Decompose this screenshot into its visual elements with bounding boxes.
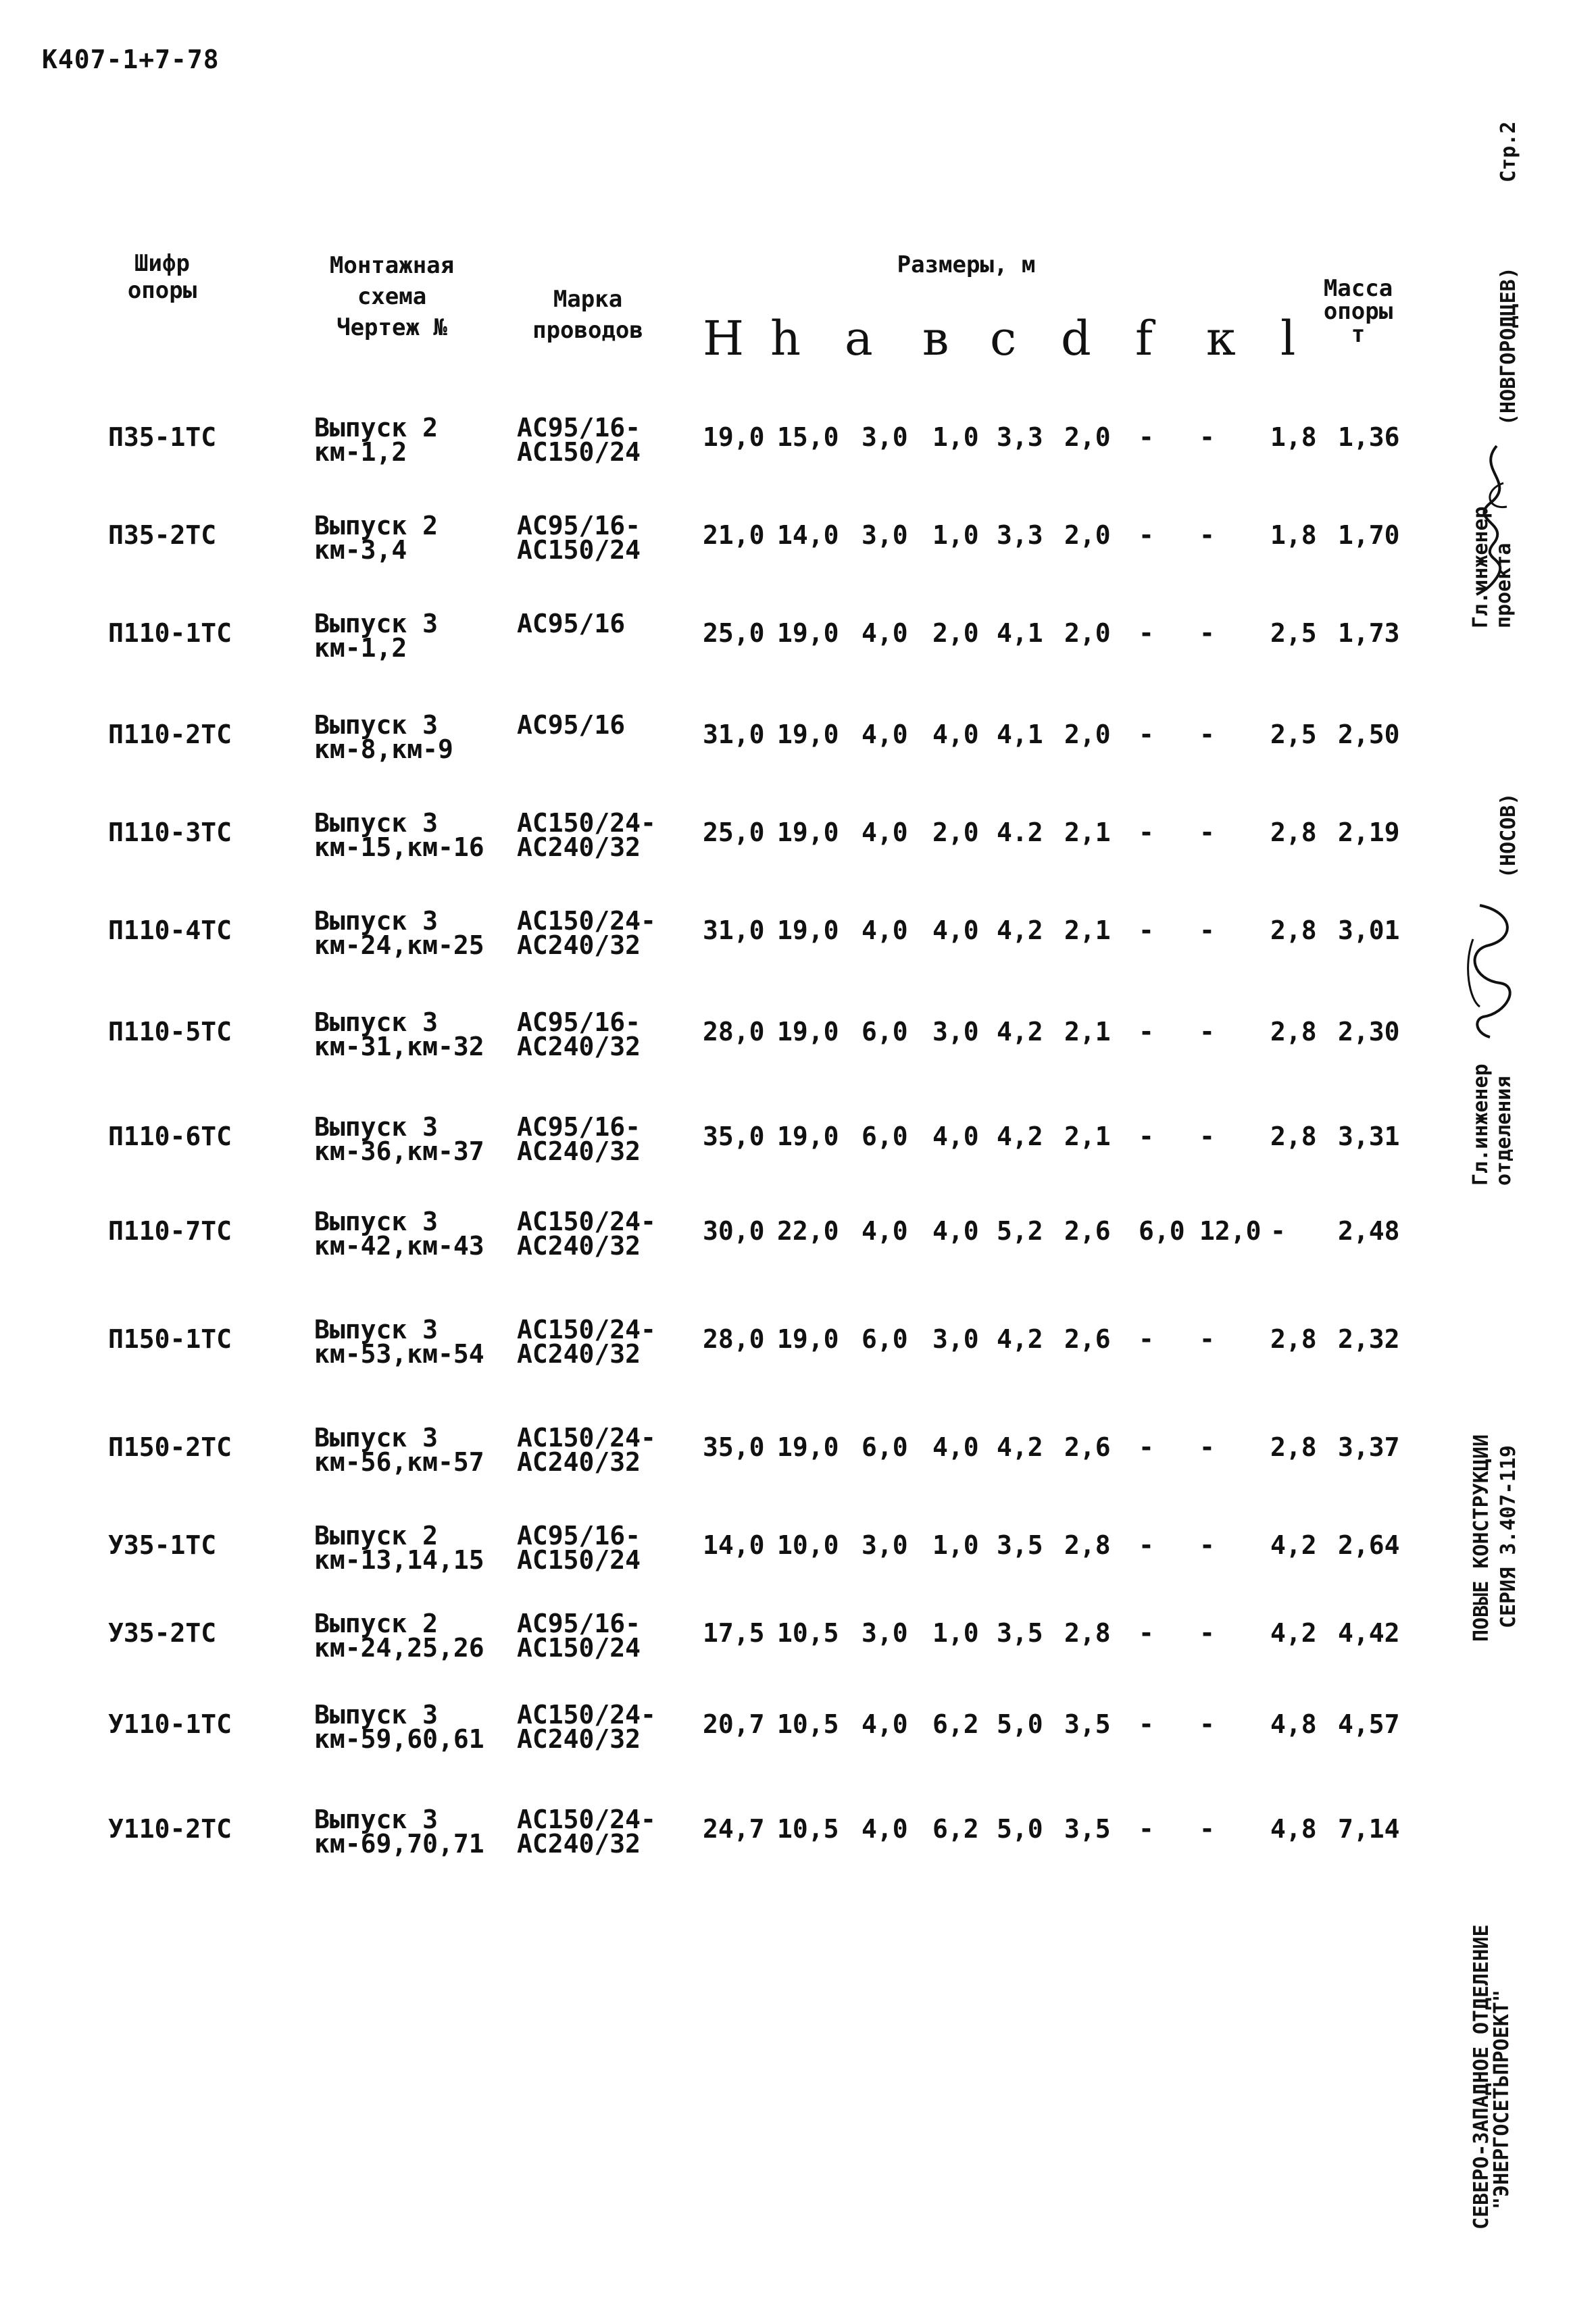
- support-mass: 3,01: [1338, 915, 1400, 945]
- dimension-value: 2,8: [1270, 915, 1317, 945]
- dimension-value: 5,2: [997, 1216, 1043, 1246]
- dimension-value: 2,8: [1064, 1530, 1111, 1560]
- assembly-scheme: Выпуск 2 км-3,4: [314, 511, 439, 565]
- dimension-value: 4,0: [862, 818, 908, 847]
- dimension-value: -: [1139, 1618, 1154, 1648]
- dimension-value: 2,0: [1064, 422, 1111, 452]
- dimension-value: 24,7: [703, 1814, 765, 1844]
- dimension-value: 2,5: [1270, 720, 1317, 749]
- support-code: П150-2ТС: [108, 1432, 232, 1462]
- dimension-value: 5,0: [997, 1814, 1043, 1844]
- dimension-value: 4,2: [997, 915, 1043, 945]
- dimension-value: 2,0: [1064, 520, 1111, 550]
- dimension-value: -: [1199, 720, 1215, 749]
- dimension-value: 25,0: [703, 618, 765, 648]
- dimension-value: 4,1: [997, 720, 1043, 749]
- organization-line1: СЕВЕРО-ЗАПАДНОЕ ОТДЕЛЕНИЕ: [1470, 1924, 1493, 2230]
- header-montazh: Монтажная схема Чертеж №: [329, 252, 455, 341]
- dimension-value: 4,0: [932, 1432, 979, 1462]
- dimension-value: 35,0: [703, 1432, 765, 1462]
- dimension-value: 1,0: [932, 422, 979, 452]
- wire-grade: АС150/24- АС240/32: [517, 1315, 656, 1369]
- dimension-value: 4,0: [862, 618, 908, 648]
- dimension-value: 2,8: [1270, 1432, 1317, 1462]
- dimension-value: 2,0: [1064, 618, 1111, 648]
- dimension-letter: a: [845, 311, 873, 366]
- dimension-value: 1,8: [1270, 422, 1317, 452]
- dimension-value: -: [1139, 422, 1154, 452]
- dimension-value: 3,0: [932, 1324, 979, 1354]
- dimension-value: 19,0: [703, 422, 765, 452]
- dimension-value: 2,6: [1064, 1432, 1111, 1462]
- wire-grade: АС150/24- АС240/32: [517, 1805, 656, 1859]
- dimension-value: 4,0: [932, 720, 979, 749]
- dimension-value: 2,8: [1270, 1122, 1317, 1151]
- dimension-value: 4,0: [862, 720, 908, 749]
- chief-engineer-project-role: Гл.инженер проекта: [1469, 506, 1516, 628]
- header-massa: Масса опоры т: [1323, 275, 1393, 348]
- dimension-value: 2,8: [1270, 1017, 1317, 1047]
- assembly-scheme: Выпуск 3 км-15,км-16: [314, 808, 484, 862]
- dimension-value: 10,5: [777, 1709, 839, 1739]
- page-label: Стр.2: [1497, 121, 1520, 182]
- wire-grade: АС95/16- АС240/32: [517, 1007, 641, 1061]
- dimension-value: 3,5: [1064, 1709, 1111, 1739]
- dimension-value: -: [1199, 1432, 1215, 1462]
- dimension-value: 28,0: [703, 1017, 765, 1047]
- dimension-value: 1,8: [1270, 520, 1317, 550]
- dimension-value: -: [1139, 1530, 1154, 1560]
- assembly-scheme: Выпуск 3 км-53,км-54: [314, 1315, 484, 1369]
- dimension-letters: [703, 311, 1318, 372]
- dimension-value: 4,0: [862, 1216, 908, 1246]
- dimension-value: 3,3: [997, 520, 1043, 550]
- dimension-value: 6,0: [862, 1122, 908, 1151]
- dimension-value: -: [1199, 1618, 1215, 1648]
- dimension-value: -: [1199, 1530, 1215, 1560]
- dimension-value: 3,5: [997, 1530, 1043, 1560]
- dimension-value: -: [1139, 1324, 1154, 1354]
- chief-engineer-project-name: (НОВГОРОДЦЕВ): [1497, 267, 1520, 426]
- dimension-value: 19,0: [777, 1122, 839, 1151]
- support-mass: 1,73: [1338, 618, 1400, 648]
- header-shifr: Шифр опоры: [127, 250, 197, 304]
- support-code: П35-2ТС: [108, 520, 217, 550]
- wire-grade: АС150/24- АС240/32: [517, 808, 656, 862]
- support-code: П35-1ТС: [108, 422, 217, 452]
- dimension-value: 4,2: [1270, 1618, 1317, 1648]
- wire-grade: АС150/24- АС240/32: [517, 1700, 656, 1754]
- series-number: СЕРИЯ 3.407-119: [1497, 1445, 1520, 1628]
- dimension-value: -: [1139, 618, 1154, 648]
- dimension-letter: к: [1206, 311, 1236, 366]
- dimension-value: 19,0: [777, 720, 839, 749]
- support-mass: 3,31: [1338, 1122, 1400, 1151]
- dimension-value: 4,8: [1270, 1709, 1317, 1739]
- dimension-value: 4,0: [862, 1709, 908, 1739]
- dimension-value: 31,0: [703, 720, 765, 749]
- dimension-value: 3,0: [862, 1530, 908, 1560]
- dimension-value: -: [1199, 422, 1215, 452]
- support-mass: 2,64: [1338, 1530, 1400, 1560]
- dimension-value: 19,0: [777, 1324, 839, 1354]
- chief-engineer-dept-name: (НОСОВ): [1497, 793, 1520, 878]
- dimension-value: 10,5: [777, 1814, 839, 1844]
- support-mass: 2,48: [1338, 1216, 1400, 1246]
- header-marka: Марка проводов: [532, 286, 643, 344]
- support-mass: 1,70: [1338, 520, 1400, 550]
- dimension-letter: l: [1280, 311, 1296, 366]
- support-code: П110-4ТС: [108, 915, 232, 945]
- dimension-letter: f: [1135, 311, 1153, 366]
- wire-grade: АС150/24- АС240/32: [517, 1423, 656, 1477]
- wire-grade: АС95/16- АС150/24: [517, 1521, 641, 1575]
- wire-grade: АС95/16: [517, 609, 626, 638]
- support-mass: 2,30: [1338, 1017, 1400, 1047]
- dimension-value: 14,0: [777, 520, 839, 550]
- header-razmery: Размеры, м: [897, 251, 1036, 278]
- dimension-value: -: [1199, 1122, 1215, 1151]
- dimension-value: 3,0: [862, 422, 908, 452]
- wire-grade: АС95/16- АС150/24: [517, 1609, 641, 1663]
- assembly-scheme: Выпуск 2 км-13,14,15: [314, 1521, 484, 1575]
- dimension-value: 15,0: [777, 422, 839, 452]
- dimension-value: 4,2: [997, 1122, 1043, 1151]
- dimension-value: -: [1199, 1814, 1215, 1844]
- support-code: П110-7ТС: [108, 1216, 232, 1246]
- support-code: П110-6ТС: [108, 1122, 232, 1151]
- dimension-value: -: [1139, 1814, 1154, 1844]
- dimension-value: 2,8: [1064, 1618, 1111, 1648]
- support-mass: 3,37: [1338, 1432, 1400, 1462]
- dimension-value: 30,0: [703, 1216, 765, 1246]
- support-code: У110-1ТС: [108, 1709, 232, 1739]
- dimension-value: 3,0: [932, 1017, 979, 1047]
- dimension-value: 4,8: [1270, 1814, 1317, 1844]
- dimension-value: 10,5: [777, 1618, 839, 1648]
- support-mass: 2,32: [1338, 1324, 1400, 1354]
- dimension-value: 4,0: [932, 915, 979, 945]
- dimension-letter: c: [990, 311, 1017, 366]
- dimension-value: 1,0: [932, 520, 979, 550]
- dimension-value: -: [1199, 618, 1215, 648]
- support-mass: 4,57: [1338, 1709, 1400, 1739]
- dimension-value: 2,1: [1064, 1017, 1111, 1047]
- dimension-value: 4.2: [997, 818, 1043, 847]
- support-mass: 7,14: [1338, 1814, 1400, 1844]
- dimension-value: 6,2: [932, 1709, 979, 1739]
- support-code: У35-1ТС: [108, 1530, 217, 1560]
- dimension-value: 12,0: [1199, 1216, 1262, 1246]
- dimension-value: -: [1139, 1709, 1154, 1739]
- dimension-value: 2,0: [932, 618, 979, 648]
- dimension-value: 3,5: [1064, 1814, 1111, 1844]
- support-code: П110-3ТС: [108, 818, 232, 847]
- dimension-value: 1,0: [932, 1530, 979, 1560]
- dimension-value: 4,0: [932, 1122, 979, 1151]
- dimension-value: 19,0: [777, 1432, 839, 1462]
- wire-grade: АС95/16- АС240/32: [517, 1112, 641, 1166]
- dimension-value: -: [1199, 1324, 1215, 1354]
- dimension-value: 19,0: [777, 915, 839, 945]
- dimension-value: 2,0: [1064, 720, 1111, 749]
- dimension-value: 14,0: [703, 1530, 765, 1560]
- dimension-value: -: [1139, 818, 1154, 847]
- document-code: К407-1+7-78: [42, 45, 220, 74]
- dimension-value: -: [1199, 915, 1215, 945]
- wire-grade: АС95/16- АС150/24: [517, 511, 641, 565]
- dimension-value: 2,1: [1064, 818, 1111, 847]
- dimension-value: 4,1: [997, 618, 1043, 648]
- support-code: П150-1ТС: [108, 1324, 232, 1354]
- dimension-value: 5,0: [997, 1709, 1043, 1739]
- dimension-value: -: [1139, 1017, 1154, 1047]
- dimension-value: 3,0: [862, 520, 908, 550]
- dimension-value: 6,2: [932, 1814, 979, 1844]
- dimension-letter: в: [922, 311, 949, 366]
- assembly-scheme: Выпуск 3 км-59,60,61: [314, 1700, 484, 1754]
- dimension-letter: H: [703, 311, 745, 366]
- assembly-scheme: Выпуск 3 км-42,км-43: [314, 1207, 484, 1261]
- wire-grade: АС150/24- АС240/32: [517, 906, 656, 960]
- dimension-letter: d: [1061, 311, 1091, 366]
- wire-grade: АС150/24- АС240/32: [517, 1207, 656, 1261]
- dimension-value: 1,0: [932, 1618, 979, 1648]
- dimension-value: 20,7: [703, 1709, 765, 1739]
- chief-engineer-dept-role: Гл.инженер отделения: [1469, 1063, 1516, 1186]
- dimension-value: -: [1270, 1216, 1286, 1246]
- dimension-value: 22,0: [777, 1216, 839, 1246]
- dimension-value: -: [1139, 1122, 1154, 1151]
- series-title: ПОВЫЕ КОНСТРУКЦИИ: [1470, 1434, 1493, 1642]
- assembly-scheme: Выпуск 2 км-24,25,26: [314, 1609, 484, 1663]
- dimension-value: -: [1199, 1709, 1215, 1739]
- dimension-value: 17,5: [703, 1618, 765, 1648]
- assembly-scheme: Выпуск 3 км-8,км-9: [314, 710, 453, 764]
- dimension-value: 10,0: [777, 1530, 839, 1560]
- dimension-value: 19,0: [777, 618, 839, 648]
- assembly-scheme: Выпуск 3 км-36,км-37: [314, 1112, 484, 1166]
- dimension-value: 4,0: [862, 1814, 908, 1844]
- dimension-value: 3,0: [862, 1618, 908, 1648]
- assembly-scheme: Выпуск 2 км-1,2: [314, 413, 439, 467]
- support-code: У110-2ТС: [108, 1814, 232, 1844]
- dimension-value: 2,0: [932, 818, 979, 847]
- support-code: П110-5ТС: [108, 1017, 232, 1047]
- dimension-value: 4,2: [1270, 1530, 1317, 1560]
- dimension-value: -: [1139, 520, 1154, 550]
- dimension-value: 6,0: [862, 1432, 908, 1462]
- support-mass: 2,19: [1338, 818, 1400, 847]
- dimension-value: 2,1: [1064, 915, 1111, 945]
- support-code: П110-2ТС: [108, 720, 232, 749]
- dimension-value: 2,8: [1270, 818, 1317, 847]
- dimension-value: -: [1139, 915, 1154, 945]
- dimension-value: 6,0: [862, 1017, 908, 1047]
- dimension-value: 31,0: [703, 915, 765, 945]
- dimension-value: 4,0: [862, 915, 908, 945]
- dimension-value: -: [1199, 1017, 1215, 1047]
- dimension-value: 6,0: [862, 1324, 908, 1354]
- dimension-value: 4,0: [932, 1216, 979, 1246]
- dimension-value: 28,0: [703, 1324, 765, 1354]
- dimension-value: 2,5: [1270, 618, 1317, 648]
- support-code: У35-2ТС: [108, 1618, 217, 1648]
- dimension-value: 4,2: [997, 1432, 1043, 1462]
- assembly-scheme: Выпуск 3 км-69,70,71: [314, 1805, 484, 1859]
- dimension-value: 2,8: [1270, 1324, 1317, 1354]
- signature-nosov: [1460, 899, 1520, 1040]
- dimension-value: -: [1139, 1432, 1154, 1462]
- dimension-value: 6,0: [1139, 1216, 1185, 1246]
- dimension-value: 3,3: [997, 422, 1043, 452]
- support-mass: 2,50: [1338, 720, 1400, 749]
- dimension-value: 4,2: [997, 1324, 1043, 1354]
- support-mass: 4,42: [1338, 1618, 1400, 1648]
- support-code: П110-1ТС: [108, 618, 232, 648]
- dimension-value: 2,6: [1064, 1216, 1111, 1246]
- dimension-value: -: [1199, 520, 1215, 550]
- dimension-value: 2,1: [1064, 1122, 1111, 1151]
- dimension-value: 4,2: [997, 1017, 1043, 1047]
- assembly-scheme: Выпуск 3 км-31,км-32: [314, 1007, 484, 1061]
- support-mass: 1,36: [1338, 422, 1400, 452]
- dimension-value: -: [1139, 720, 1154, 749]
- organization-line2: "ЭНЕРГОСЕТЬПРОЕКТ": [1490, 1989, 1514, 2209]
- assembly-scheme: Выпуск 3 км-56,км-57: [314, 1423, 484, 1477]
- assembly-scheme: Выпуск 3 км-24,км-25: [314, 906, 484, 960]
- dimension-value: 21,0: [703, 520, 765, 550]
- dimension-value: -: [1199, 818, 1215, 847]
- dimension-value: 35,0: [703, 1122, 765, 1151]
- dimension-value: 2,6: [1064, 1324, 1111, 1354]
- dimension-value: 19,0: [777, 818, 839, 847]
- wire-grade: АС95/16: [517, 710, 626, 740]
- wire-grade: АС95/16- АС150/24: [517, 413, 641, 467]
- dimension-letter: h: [770, 311, 801, 366]
- dimension-value: 3,5: [997, 1618, 1043, 1648]
- dimension-value: 25,0: [703, 818, 765, 847]
- dimension-value: 19,0: [777, 1017, 839, 1047]
- assembly-scheme: Выпуск 3 км-1,2: [314, 609, 439, 663]
